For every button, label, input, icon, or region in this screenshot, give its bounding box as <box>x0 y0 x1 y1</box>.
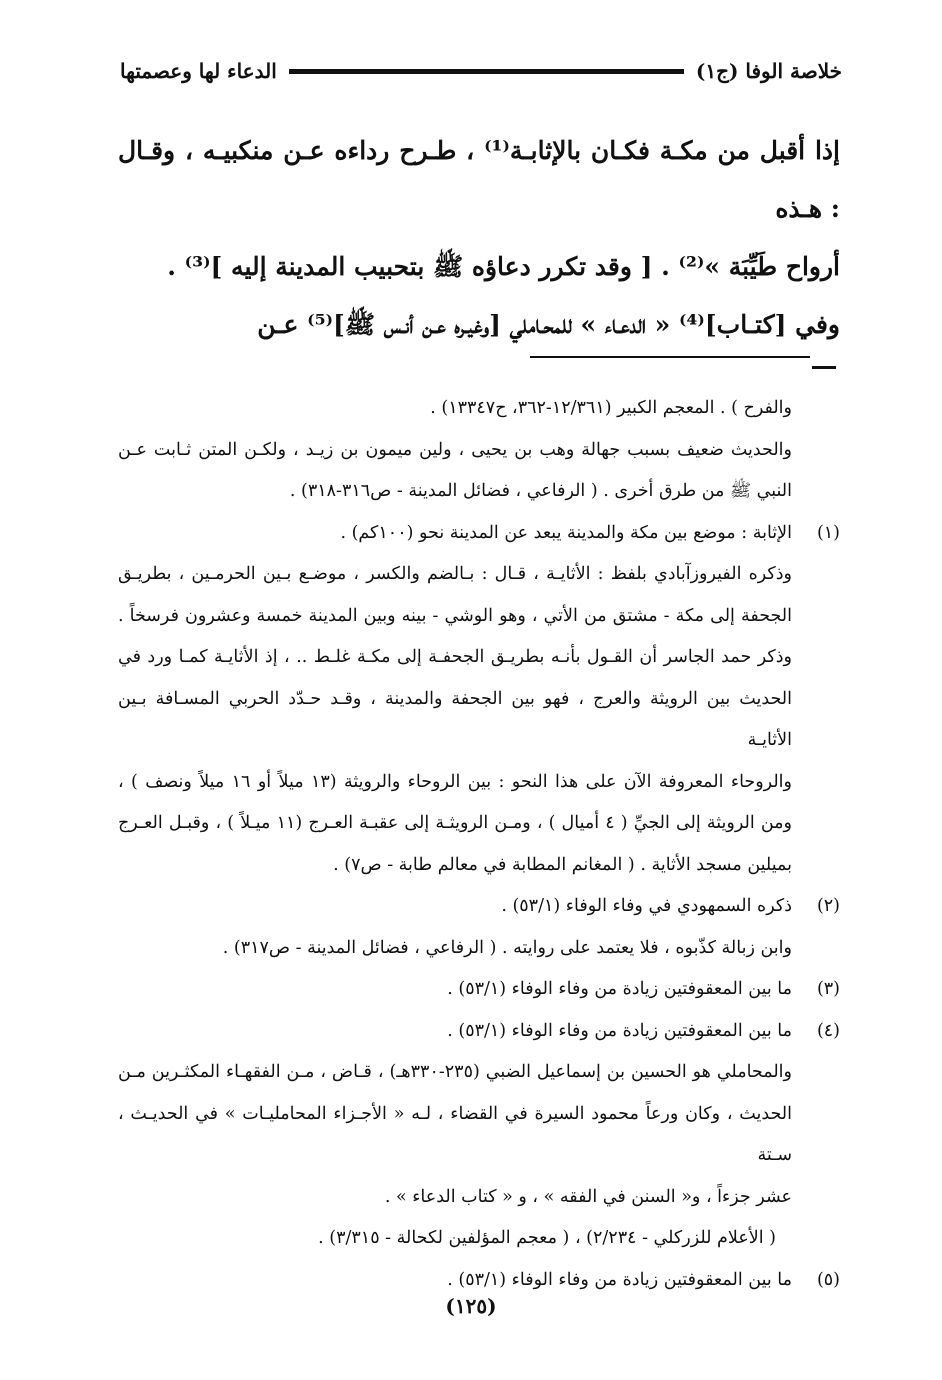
footnote-text: ما بين المعقوفتين زيادة من وفاء الوفاء (٥٣/١) . <box>447 979 792 999</box>
footnote-line: والفرح ) . المعجم الكبير (١٢/٣٦١-٣٦٢، ح١٣٣٤٧) . <box>430 398 792 418</box>
footnote-number: (٤) <box>816 1020 840 1041</box>
footnote-3 <box>118 969 840 1011</box>
running-header <box>120 56 842 86</box>
footnote-text: ما بين المعقوفتين زيادة من وفاء الوفاء (٥٣/١) . <box>447 1020 792 1041</box>
footnote-1 <box>118 513 840 555</box>
footnote-line: والروحاء المعروفة الآن على هذا النحو : بين الروحاء والرويثة (١٣ ميلاً أو ١٦ ميلاً ونصف ) ، <box>118 771 792 792</box>
footnote-line: وابن زبالة كذّبوه ، فلا يعتمد على روايته . ( الرفاعي ، فضائل المدينة - ص٣١٧) . <box>222 937 792 958</box>
main-text-line: أرواح طَيِّبَة »⁽²⁾ . [ وقد تكرر دعاؤه ﷺ بتحبيب المدينة إليه ]⁽³⁾ . <box>167 252 840 281</box>
main-text <box>118 122 840 354</box>
book-title: خلاصة الوفا (ج١) <box>695 59 842 83</box>
header-rule <box>289 69 684 74</box>
page-number: (١٢٥) <box>445 1294 497 1318</box>
footnote-line: ومن الرويثة إلى الجيِّ ( ٤ أميال ) ، ومـن الرويثـة إلى عقبـة العـرج (١١ ميـلاً ) ، وقبـل العـرج <box>118 813 793 833</box>
footnotes <box>118 388 840 1301</box>
footnote-separator-mark <box>812 366 836 369</box>
footnote-line: والحديث ضعيف بسبب جهالة وهب بن يحيى ، ولين ميمون بن زيـد ، ولكـن المتن ثـابت عـن <box>118 439 792 460</box>
footnote-line: وذكر حمد الجاسر أن القـول بأنـه بطريـق الجحفـة إلى مكـة غلـط .. ، إذ الأثايـة كمـا ورد في <box>118 647 792 667</box>
footnote-text: الإثابة : موضع بين مكة والمدينة يبعد عن المدينة نحو (١٠٠كم) . <box>340 522 792 543</box>
footnote-2 <box>118 886 840 928</box>
footnote-text: ذكره السمهودي في وفاء الوفاء (٥٣/١) . <box>501 896 792 916</box>
footnote-number: (٣) <box>816 979 840 999</box>
footnote-line: وذكره الفيروزآبادي بلفظ : الأثايـة ، قـال : بـالضم والكسر ، موضـع بـين الحرمـين ، بطريـق <box>118 564 792 584</box>
footnote-line: الجحفة إلى مكة - مشتق من الأتي ، وهو الوشي - بينه وبين المدينة خمسة وعشرون فرسخاً . <box>118 605 792 626</box>
footnote-number: (١) <box>816 522 840 543</box>
footnote-line: النبي ﷺ من طرق أخرى . ( الرفاعي ، فضائل المدينة - ص٣١٦-٣١٨) . <box>289 481 792 501</box>
footnote-number: (٢) <box>816 896 840 916</box>
footnote-number: (٥) <box>816 1269 840 1290</box>
main-text-line: وفي [كتـاب]⁽⁴⁾ « الدعـاء » للمحـاملي [وغيـره عـن أنـس ﷺ]⁽⁵⁾ عـن <box>257 310 840 339</box>
chapter-title: الدعاء لها وعصمتها <box>120 59 277 83</box>
footnote-line: الحديث بين الرويثة والعرج ، فهو بين الجحفة والمدينة ، وقـد حـدّد الحربي المسـافة بـين الأثايـة <box>118 688 792 750</box>
footnote-line: الحديث ، وكان ورعاً محمود السيرة في القضاء ، لـه « الأجـزاء المحامليـات » في الحديـث ، سـتة <box>118 1103 792 1165</box>
footnote-separator <box>530 356 810 358</box>
footnote-4 <box>118 1011 840 1053</box>
footnote-text: ما بين المعقوفتين زيادة من وفاء الوفاء (٥٣/١) . <box>447 1269 792 1290</box>
footnote-line: والمحاملي هو الحسين بن إسماعيل الضبي (٢٣٥-٣٣٠هـ) ، قـاض ، مـن الفقهـاء المكثـرين مـن <box>118 1062 792 1082</box>
main-text-line: إذا أقبل من مكـة فكـان بالإثابـة⁽¹⁾ ، طـرح رداءه عـن منكبيـه ، وقـال : هـذه <box>118 136 840 223</box>
footnote-line: ( الأعلام للزركلي - ٢/٢٣٤) ، ( معجم المؤلفين لكحالة - ٣/٣١٥) . <box>318 1228 776 1248</box>
footnote-line: عشر جزءاً ، و« السنن في الفقه » ، و « كتاب الدعاء » . <box>384 1186 792 1207</box>
footnote-line: بميلين مسجد الأثاية . ( المغانم المطابة في معالم طابة - ص٧) . <box>333 854 792 875</box>
